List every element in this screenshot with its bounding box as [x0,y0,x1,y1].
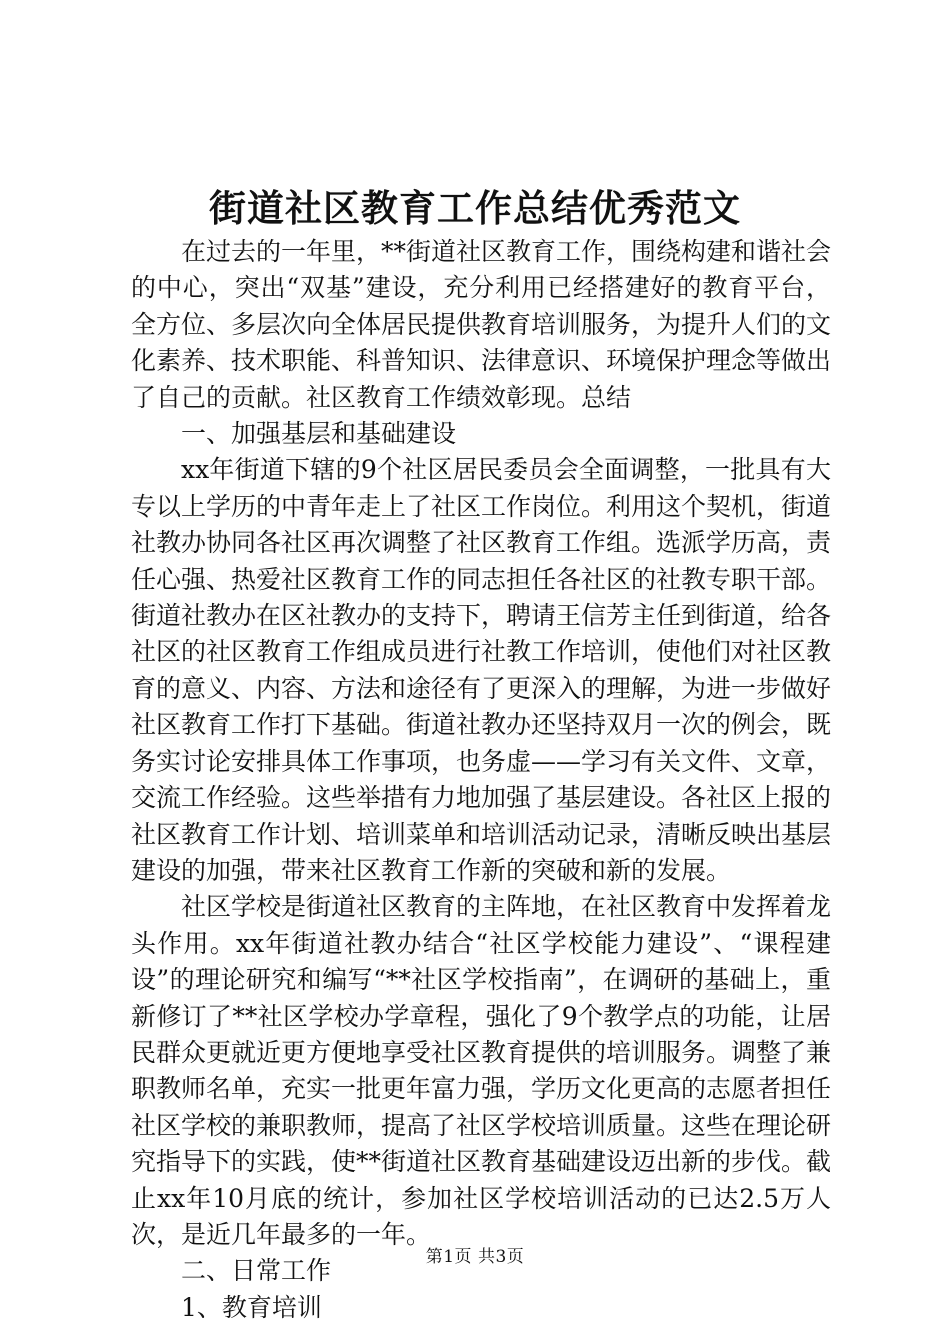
document-body [131,234,831,1326]
section-heading-2: 二、日常工作 [181,1256,332,1286]
paragraph-grassroots: xx年街道下辖的9个社区居民委员会全面调整，一批具有大专以上学历的中青年走上了社区工作岗位。利用这个契机，街道社教办协同各社区再次调整了社区教育工作组。选派学历高，责任心强、热爱社区教育工作的同志担任各社区的社教专职干部。街道社教办在区社教办的支持下，聘请王信芳主任到街道，给各社区的社区教育工作组成员进行社教工作培训，使他们对社区教育的意义、内容、方法和途径有了更深入的理解，为进一步做好社区教育工作打下基础。街道社教办还坚持双月一次的例会，既务实讨论安排具体工作事项，也务虚——学习有关文件、文章，交流工作经验。这些举措有力地加强了基层建设。各社区上报的社区教育工作计划、培训菜单和培训活动记录，清晰反映出基层建设的加强，带来社区教育工作新的突破和新的发展。 [131,455,832,885]
subsection-heading-1: 1、教育培训 [181,1292,322,1322]
paragraph-community-school: 社区学校是街道社区教育的主阵地，在社区教育中发挥着龙头作用。xx年街道社教办结合“社区学校能力建设”、“课程建设”的理论研究和编写“**社区学校指南”，在调研的基础上，重新修订了**社区学校办学章程，强化了9个教学点的功能，让居民群众更就近更方便地享受社区教育提供的培训服务。调整了兼职教师名单，充实一批更年富力强，学历文化更高的志愿者担任社区学校的兼职教师，提高了社区学校培训质量。这些在理论研究指导下的实践，使**街道社区教育基础建设迈出新的步伐。截止xx年10月底的统计，参加社区学校培训活动的已达2.5万人次，是近几年最多的一年。 [131,892,832,1249]
page-footer: 第1页 共3页 [425,1247,525,1267]
section-heading-1: 一、加强基层和基础建设 [181,419,457,449]
document-title: 街道社区教育工作总结优秀范文 [209,186,741,230]
paragraph-intro: 在过去的一年里，**街道社区教育工作，围绕构建和谐社会的中心，突出“双基”建设，充分利用已经搭建好的教育平台，全方位、多层次向全体居民提供教育培训服务，为提升人们的文化素养、技术职能、科普知识、法律意识、环境保护理念等做出了自己的贡献。社区教育工作绩效彰现。总结 [131,237,832,412]
